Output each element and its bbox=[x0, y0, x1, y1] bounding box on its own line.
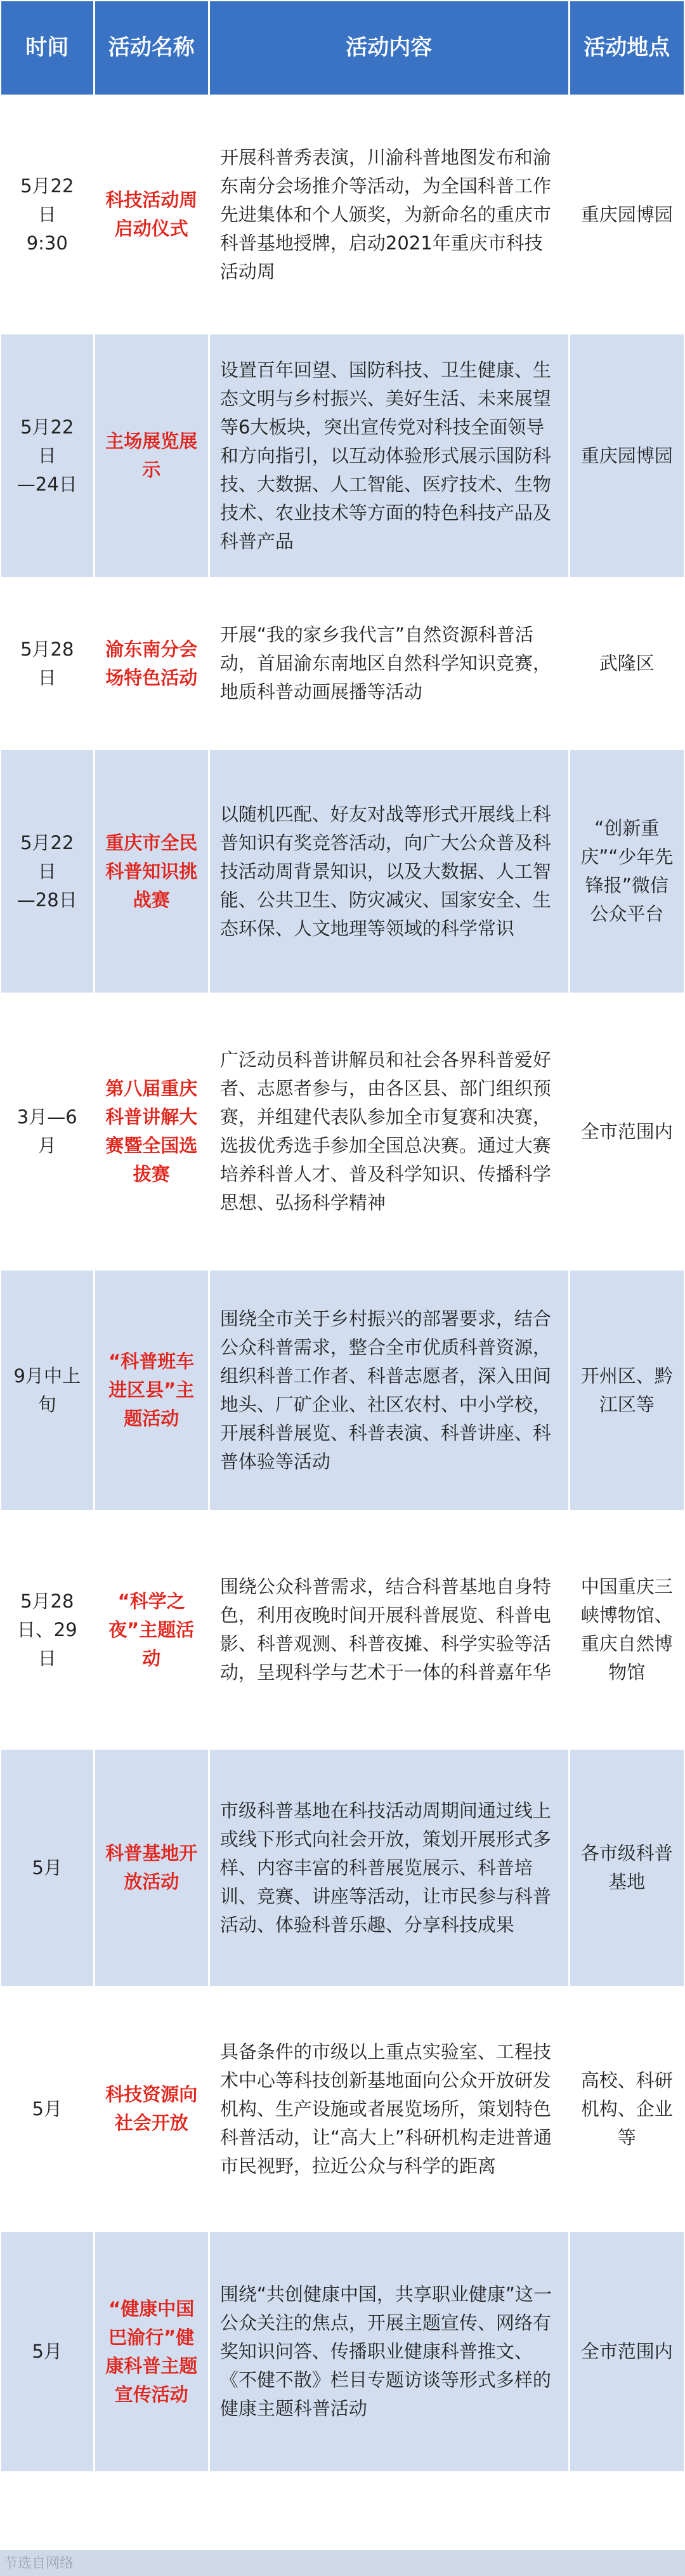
row-time: 3月—6月 bbox=[1, 994, 95, 1269]
table-row bbox=[1, 1988, 684, 2232]
row-place: 武隆区 bbox=[570, 579, 684, 748]
row-place: 高校、科研机构、企业等 bbox=[570, 1988, 684, 2230]
row-name: “科普班车进区县”主题活动 bbox=[95, 1271, 210, 1510]
row-name: 主场展览展示 bbox=[95, 334, 210, 577]
row-content: 广泛动员科普讲解员和社会各界科普爱好者、志愿者参与，由各区县、部门组织预赛，并组建代表队参加全市复赛和决赛，选拔优秀选手参加全国总决赛。通过大赛培养科普人才、普及科学知识、传播科学思想、弘扬科学精神 bbox=[210, 994, 570, 1269]
row-time: 5月 bbox=[1, 1750, 95, 1986]
table-row bbox=[1, 994, 684, 1271]
row-content: 围绕公众科普需求，结合科普基地自身特色，利用夜晚时间开展科普展览、科普电影、科普观测、科普夜摊、科学实验等活动，呈现科学与艺术于一体的科普嘉年华 bbox=[210, 1512, 570, 1748]
table-row bbox=[1, 579, 684, 750]
header-content: 活动内容 bbox=[210, 1, 570, 95]
row-time: 9月中上旬 bbox=[1, 1271, 95, 1510]
row-content: 开展科普秀表演，川渝科普地图发布和渝东南分会场推介等活动，为全国科普工作先进集体和个人颁奖，为新命名的重庆市科普基地授牌，启动2021年重庆市科技活动周 bbox=[210, 96, 570, 333]
row-name: 第八届重庆科普讲解大赛暨全国选拔赛 bbox=[95, 994, 210, 1269]
table-body bbox=[1, 96, 684, 2473]
row-place: 全市范围内 bbox=[570, 994, 684, 1269]
row-content: 具备条件的市级以上重点实验室、工程技术中心等科技创新基地面向公众开放研发机构、生产设施或者展览场所，策划特色科普活动，让“高大上”科研机构走进普通市民视野，拉近公众与科学的距离 bbox=[210, 1988, 570, 2230]
row-time: 5月 bbox=[1, 1988, 95, 2230]
footer-bar bbox=[0, 2550, 685, 2576]
row-name: “科学之夜”主题活动 bbox=[95, 1512, 210, 1748]
row-time: 5月22日 —28日 bbox=[1, 750, 95, 993]
table-row bbox=[1, 2232, 684, 2473]
row-content: 围绕“共创健康中国，共享职业健康”这一公众关注的焦点，开展主题宣传、网络有奖知识问答、传播职业健康科普推文、《不健不散》栏目专题访谈等形式多样的健康主题科普活动 bbox=[210, 2232, 570, 2471]
row-content: 设置百年回望、国防科技、卫生健康、生态文明与乡村振兴、美好生活、未来展望等6大板块，突出宣传党对科技全面领导和方向指引，以互动体验形式展示国防科技、大数据、人工智能、医疗技术、生物技术、农业技术等方面的特色科技产品及科普产品 bbox=[210, 334, 570, 577]
row-time: 5月 bbox=[1, 2232, 95, 2471]
table-header bbox=[1, 1, 684, 96]
row-name: 科技资源向社会开放 bbox=[95, 1988, 210, 2230]
row-content: 围绕全市关于乡村振兴的部署要求，结合公众科普需求，整合全市优质科普资源，组织科普工作者、科普志愿者，深入田间地头、厂矿企业、社区农村、中小学校，开展科普展览、科普表演、科普讲座、科普体验等活动 bbox=[210, 1271, 570, 1510]
header-time: 时间 bbox=[1, 1, 95, 95]
row-name: 科普基地开放活动 bbox=[95, 1750, 210, 1986]
row-time: 5月28日 bbox=[1, 579, 95, 748]
table-row bbox=[1, 96, 684, 334]
row-name: 重庆市全民科普知识挑战赛 bbox=[95, 750, 210, 993]
table-row bbox=[1, 1271, 684, 1512]
row-name: 渝东南分会场特色活动 bbox=[95, 579, 210, 748]
row-content: 以随机匹配、好友对战等形式开展线上科普知识有奖竞答活动，向广大公众普及科技活动周背景知识，以及大数据、人工智能、公共卫生、防灾减灾、国家安全、生态环保、人文地理等领域的科学常识 bbox=[210, 750, 570, 993]
row-time: 5月28日、29日 bbox=[1, 1512, 95, 1748]
row-time: 5月22日 9:30 bbox=[1, 96, 95, 333]
row-place: 重庆园博园 bbox=[570, 96, 684, 333]
header-name: 活动名称 bbox=[95, 1, 210, 95]
row-place: 开州区、黔江区等 bbox=[570, 1271, 684, 1510]
table-row bbox=[1, 750, 684, 994]
row-place: 全市范围内 bbox=[570, 2232, 684, 2471]
row-content: 开展“我的家乡我代言”自然资源科普活动，首届渝东南地区自然科学知识竞赛，地质科普动画展播等活动 bbox=[210, 579, 570, 748]
row-place: 中国重庆三峡博物馆、重庆自然博物馆 bbox=[570, 1512, 684, 1748]
table-row bbox=[1, 1512, 684, 1750]
table-row bbox=[1, 1750, 684, 1988]
header-place: 活动地点 bbox=[584, 35, 670, 60]
table-row bbox=[1, 334, 684, 579]
row-time: 5月22日 —24日 bbox=[1, 334, 95, 577]
row-name: “健康中国巴渝行”健康科普主题宣传活动 bbox=[95, 2232, 210, 2471]
row-content: 市级科普基地在科技活动周期间通过线上或线下形式向社会开放，策划开展形式多样、内容丰富的科普展览展示、科普培训、竞赛、讲座等活动，让市民参与科普活动、体验科普乐趣、分享科技成果 bbox=[210, 1750, 570, 1986]
row-place: “创新重庆”“少年先锋报”微信公众平台 bbox=[570, 750, 684, 993]
row-place: 重庆园博园 bbox=[570, 334, 684, 577]
row-place: 各市级科普基地 bbox=[570, 1750, 684, 1986]
watermark: 节选自网络 bbox=[4, 2556, 74, 2572]
row-name: 科技活动周启动仪式 bbox=[95, 96, 210, 333]
